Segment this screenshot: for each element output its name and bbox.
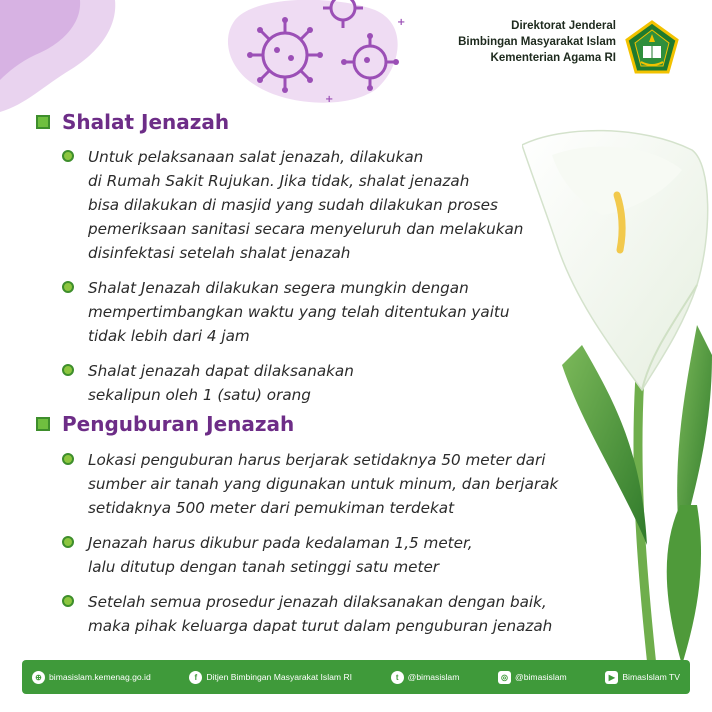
list-item-text [88,531,473,579]
org-line-1: Direktorat Jenderal [511,20,616,32]
kemenag-logo [624,20,680,76]
list-item [62,590,582,638]
section-header-penguburan [36,412,294,436]
facebook-icon: f [189,671,202,684]
bullet-dot-icon [62,150,74,162]
square-bullet-icon [36,417,50,431]
text-line: Jenazah harus dikubur pada kedalaman 1,5 meter, [88,534,473,552]
list-item [62,531,582,579]
calla-lily-illustration [522,125,712,685]
svg-text:+: + [397,17,406,28]
list-item [62,448,582,520]
organization-name [458,18,616,66]
footer-link-label: Ditjen Bimbingan Masyarakat Islam RI [206,672,353,682]
text-line: sumber air tanah yang digunakan untuk minum, dan berjarak [88,475,559,493]
footer-link-twitter[interactable] [391,671,460,684]
text-line: lalu ditutup dengan tanah setinggi satu meter [88,558,440,576]
text-line: setidaknya 500 meter dari pemukiman terdekat [88,499,455,517]
list-item [62,359,582,407]
text-line: di Rumah Sakit Rujukan. Jika tidak, shalat jenazah [88,172,470,190]
twitter-icon: t [391,671,404,684]
footer-link-instagram[interactable] [498,671,567,684]
text-line: maka pihak keluarga dapat turut dalam penguburan jenazah [88,617,553,635]
org-line-3: Kementerian Agama RI [490,52,616,64]
text-line: disinfektasi setelah shalat jenazah [88,244,351,262]
bullet-dot-icon [62,536,74,548]
org-line-2: Bimbingan Masyarakat Islam [458,36,616,48]
shalat-list [62,145,582,418]
youtube-icon: ▶ [605,671,618,684]
list-item-text [88,145,523,265]
footer-link-facebook[interactable] [189,671,352,684]
section-header-shalat [36,110,229,134]
virus-illustration [225,0,415,110]
bullet-dot-icon [62,364,74,376]
svg-text:+: + [325,94,334,105]
section-title: Penguburan Jenazah [62,412,295,436]
penguburan-list [62,448,582,649]
list-item-text [88,448,558,520]
text-line: mempertimbangkan waktu yang telah ditentukan yaitu [88,303,510,321]
bullet-dot-icon [62,453,74,465]
text-line: Shalat jenazah dapat dilaksanakan [88,362,354,380]
text-line: bisa dilakukan di masjid yang sudah dilakukan proses [88,196,498,214]
decorative-blob [0,0,120,115]
footer-link-label: @bimasislam [407,672,460,682]
text-line: sekalipun oleh 1 (satu) orang [88,386,311,404]
list-item-text [88,359,354,407]
footer-link-label: BimasIslam TV [622,672,680,682]
footer-link-youtube[interactable] [605,671,680,684]
list-item [62,276,582,348]
footer-link-label: @bimasislam [515,672,567,682]
list-item [62,145,582,265]
list-item-text [88,276,510,348]
footer-bar [22,660,690,694]
square-bullet-icon [36,115,50,129]
instagram-icon: ◎ [498,671,511,684]
text-line: tidak lebih dari 4 jam [88,327,250,345]
bullet-dot-icon [62,281,74,293]
text-line: pemeriksaan sanitasi secara menyeluruh dan melakukan [88,220,524,238]
text-line: Untuk pelaksanaan salat jenazah, dilakukan [88,148,424,166]
section-title: Shalat Jenazah [62,110,230,134]
bullet-dot-icon [62,595,74,607]
text-line: Shalat Jenazah dilakukan segera mungkin dengan [88,279,469,297]
footer-link-website[interactable] [32,671,151,684]
text-line: Setelah semua prosedur jenazah dilaksanakan dengan baik, [88,593,547,611]
text-line: Lokasi penguburan harus berjarak setidaknya 50 meter dari [88,451,546,469]
footer-link-label: bimasislam.kemenag.go.id [49,672,151,682]
list-item-text [88,590,552,638]
globe-icon: ⊕ [32,671,45,684]
